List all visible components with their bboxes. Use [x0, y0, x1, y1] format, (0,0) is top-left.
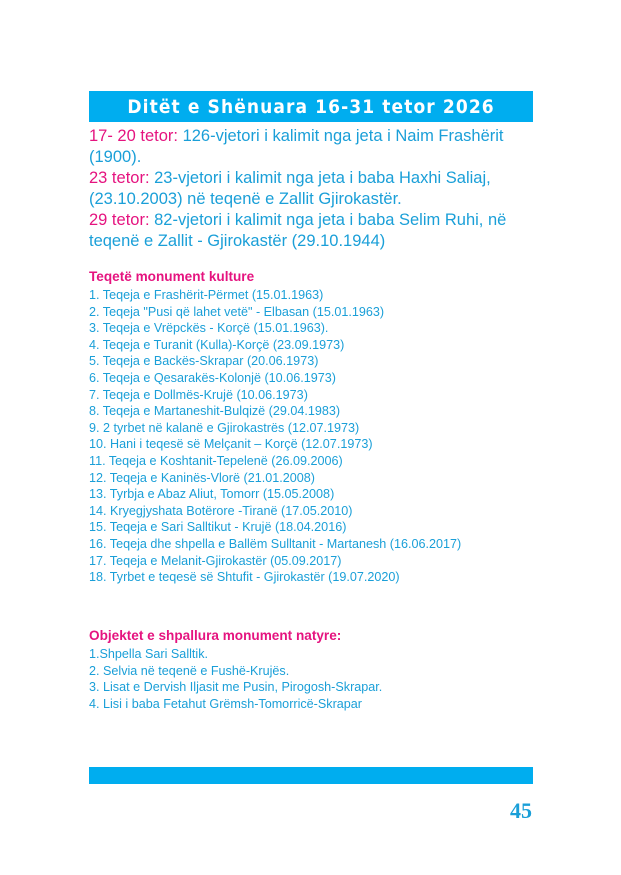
anniversary-date: 29 tetor: [89, 211, 150, 229]
list-item: 8. Teqeja e Martaneshit-Bulqizë (29.04.1983) [89, 404, 341, 419]
list-item: 4. Teqeja e Turanit (Kulla)-Korçë (23.09.1973) [89, 337, 345, 352]
footer-bar [89, 767, 533, 784]
list-item: 17. Teqeja e Melanit-Gjirokastër (05.09.2017) [89, 553, 342, 568]
natural-monuments-list [89, 646, 549, 712]
page-number: 45 [510, 798, 532, 823]
list-item: 11. Teqeja e Koshtanit-Tepelenë (26.09.2006) [89, 453, 343, 468]
list-item: 7. Teqeja e Dollmës-Krujë (10.06.1973) [89, 387, 308, 402]
anniversary-item [89, 210, 539, 252]
list-item: 14. Kryegjyshata Botërore -Tiranë (17.05.2010) [89, 503, 353, 518]
anniversaries-block [89, 126, 539, 252]
list-item: 9. 2 tyrbet në kalanë e Gjirokastrës (12.07.1973) [89, 420, 360, 435]
list-item: 4. Lisi i baba Fetahut Grëmsh-Tomorricë-Skrapar [89, 696, 362, 711]
cultural-monuments-list [89, 287, 549, 586]
list-item: 3. Teqeja e Vrëpckës - Korçë (15.01.1963). [89, 321, 329, 336]
list-item: 18. Tyrbet e teqesë së Shtufit - Gjirokastër (19.07.2020) [89, 570, 400, 585]
list-item: 6. Teqeja e Qesarakës-Kolonjë (10.06.1973) [89, 370, 336, 385]
list-item: 1.Shpella Sari Salltik. [89, 647, 209, 661]
natural-monuments-heading: Objektet e shpallura monument natyre: [89, 628, 342, 643]
list-item: 2. Selvia në teqenë e Fushë-Krujës. [89, 663, 290, 678]
anniversary-date: 17- 20 tetor: [89, 127, 178, 145]
list-item: 13. Tyrbja e Abaz Aliut, Tomorr (15.05.2008) [89, 487, 335, 502]
anniversary-item [89, 168, 539, 210]
list-item: 3. Lisat e Dervish Iljasit me Pusin, Pirogosh-Skrapar. [89, 680, 383, 695]
list-item: 12. Teqeja e Kaninës-Vlorë (21.01.2008) [89, 470, 315, 485]
list-item: 15. Teqeja e Sari Salltikut - Krujë (18.04.2016) [89, 520, 347, 535]
title-banner [89, 91, 533, 122]
list-item: 5. Teqeja e Backës-Skrapar (20.06.1973) [89, 354, 319, 369]
page-title: Ditët e Shënuara 16-31 tetor 2026 [127, 95, 495, 118]
list-item: 10. Hani i teqesë së Melçanit – Korçë (12.07.1973) [89, 437, 373, 452]
anniversary-item [89, 126, 539, 168]
list-item: 16. Teqeja dhe shpella e Ballëm Sulltanit - Martanesh (16.06.2017) [89, 536, 462, 551]
list-item: 2. Teqeja "Pusi që lahet vetë" - Elbasan (15.01.1963) [89, 304, 385, 319]
anniversary-text: 126-vjetori i kalimit nga jeta i Naim Frashërit (1900). [89, 127, 504, 166]
anniversary-date: 23 tetor: [89, 169, 150, 187]
cultural-monuments-heading: Teqetë monument kulture [89, 269, 255, 284]
anniversary-text: 82-vjetori i kalimit nga jeta i baba Selim Ruhi, në teqenë e Zallit - Gjirokastër (29.10.1944) [89, 211, 507, 250]
list-item: 1. Teqeja e Frashërit-Përmet (15.01.1963) [89, 288, 324, 302]
cultural-monuments-section [89, 268, 549, 586]
natural-monuments-section [89, 627, 549, 712]
anniversary-text: 23-vjetori i kalimit nga jeta i baba Haxhi Saliaj, (23.10.2003) në teqenë e Zallit Gjirokastër. [89, 169, 491, 208]
